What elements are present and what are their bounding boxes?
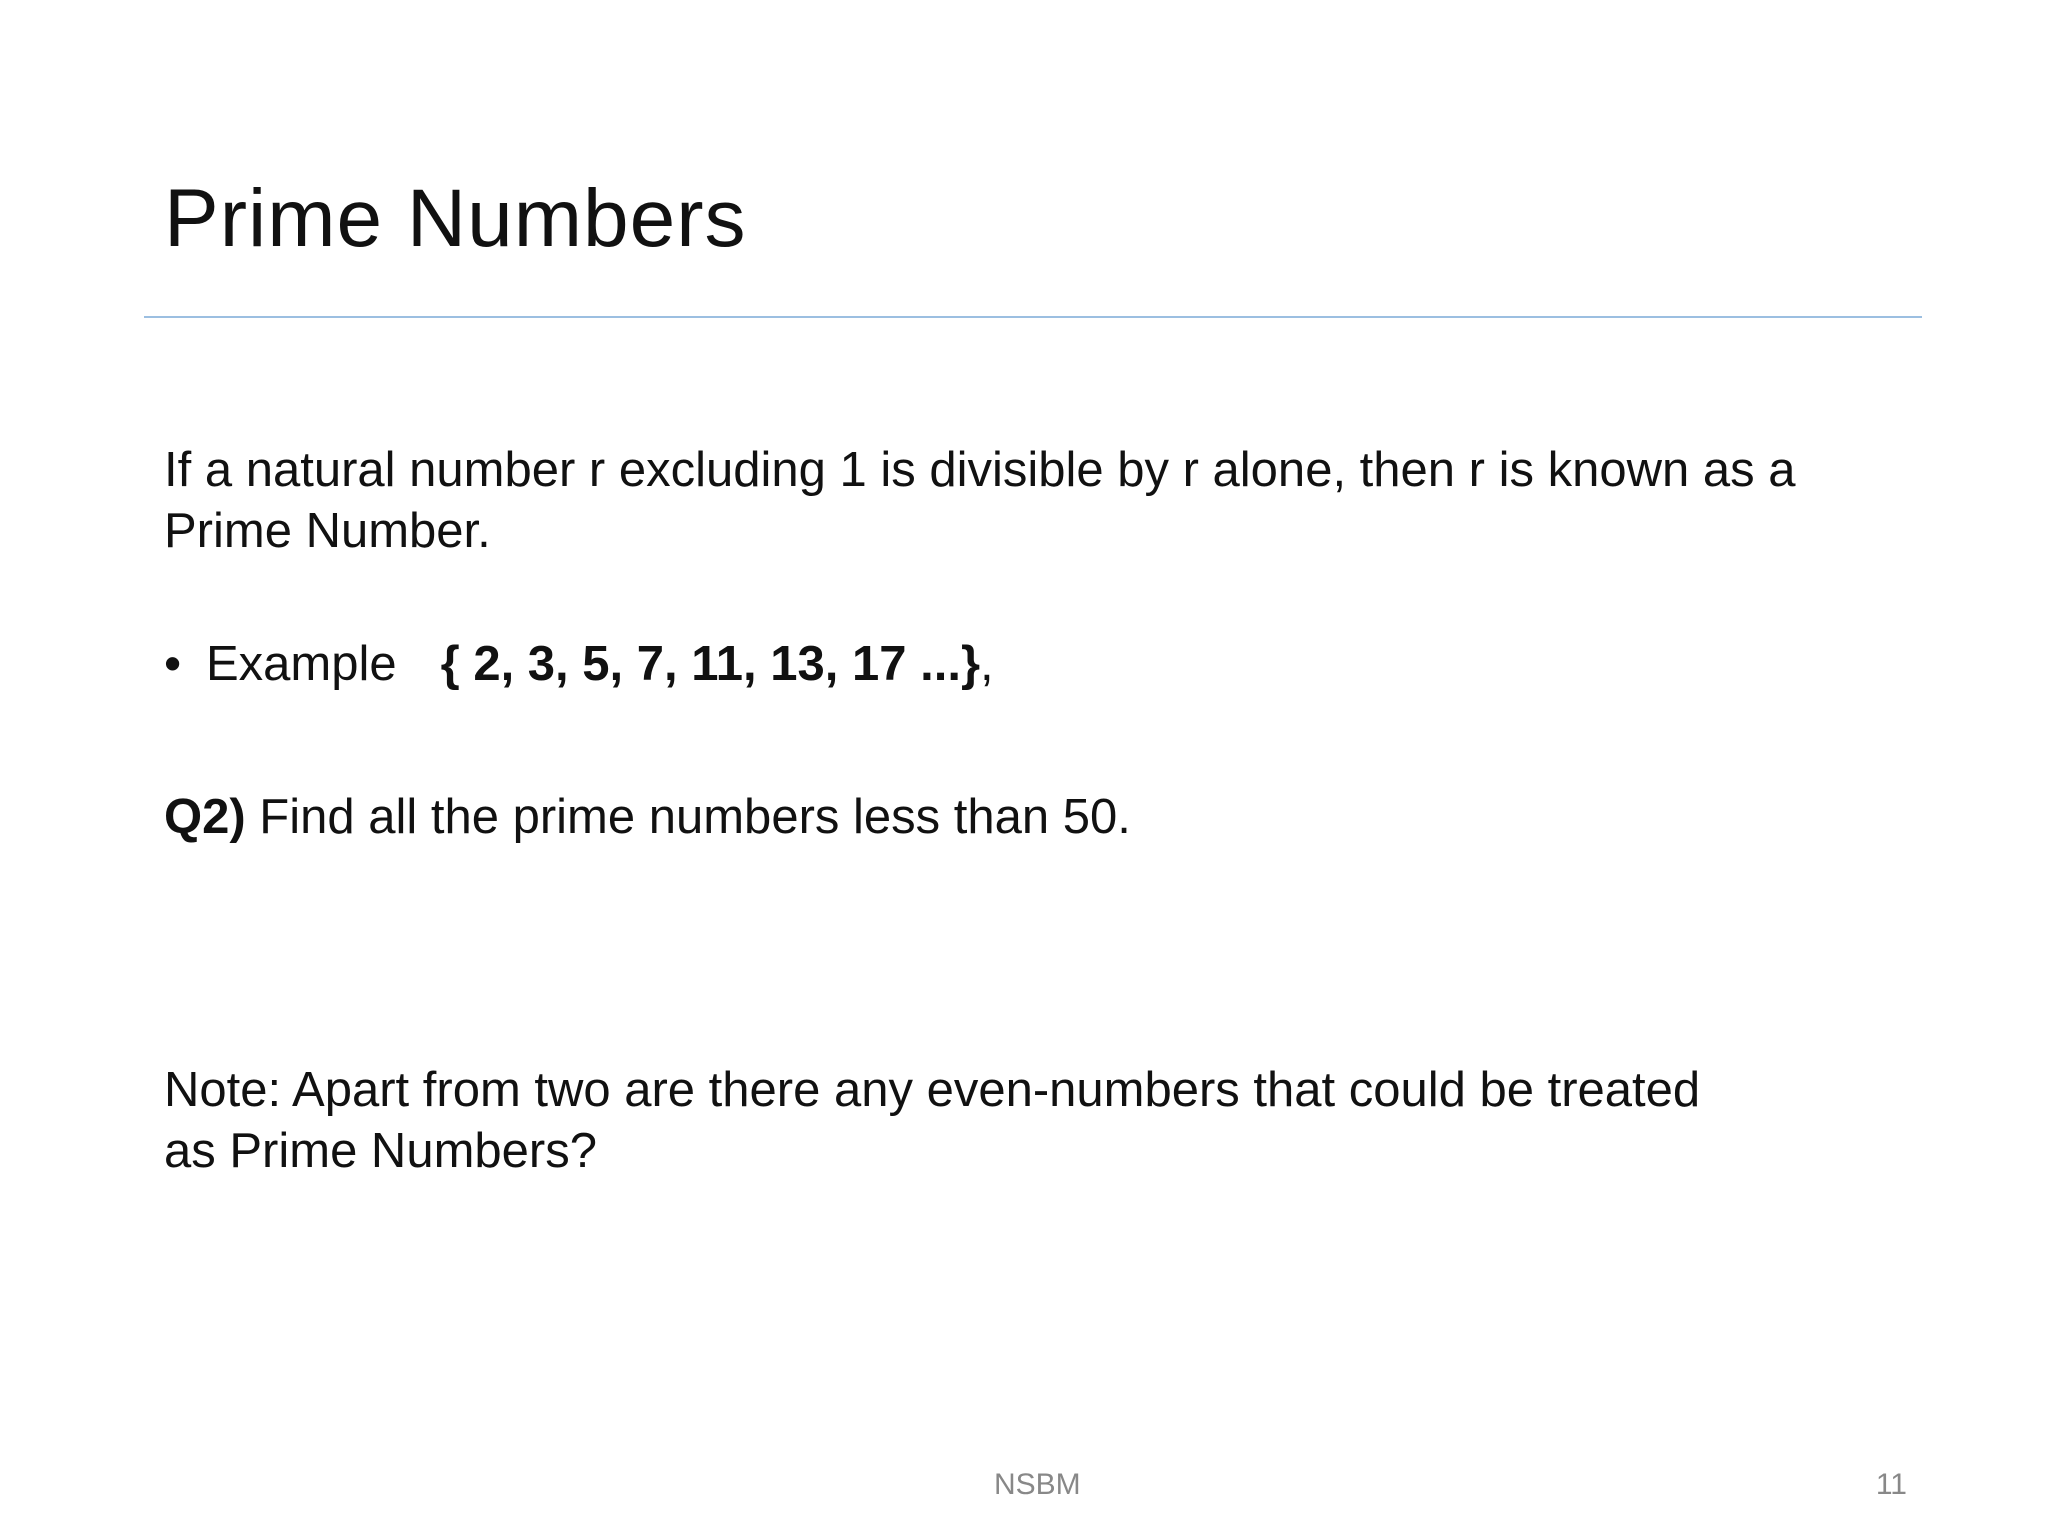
example-label: Example bbox=[206, 637, 397, 691]
prime-definition: If a natural number r excluding 1 is divisible by r alone, then r is known as a Prime Number. bbox=[164, 443, 1796, 558]
example-trailing-comma: , bbox=[980, 637, 994, 691]
title-divider bbox=[144, 316, 1922, 318]
note-line-2: as Prime Numbers? bbox=[164, 1124, 597, 1178]
prime-example-set: { 2, 3, 5, 7, 11, 13, 17 ...} bbox=[440, 637, 981, 691]
bullet-icon: • bbox=[164, 637, 182, 691]
note bbox=[164, 1060, 1924, 1182]
slide-title: Prime Numbers bbox=[164, 173, 747, 264]
question-line bbox=[164, 787, 1131, 848]
note-line-1: Note: Apart from two are there any even-numbers that could be treated bbox=[164, 1063, 1701, 1117]
question-text: Find all the prime numbers less than 50. bbox=[245, 790, 1131, 844]
question-label: Q2) bbox=[164, 790, 246, 844]
example-line bbox=[164, 634, 994, 695]
footer-text: NSBM bbox=[994, 1468, 1081, 1501]
page-number: 11 bbox=[1875, 1468, 1907, 1501]
